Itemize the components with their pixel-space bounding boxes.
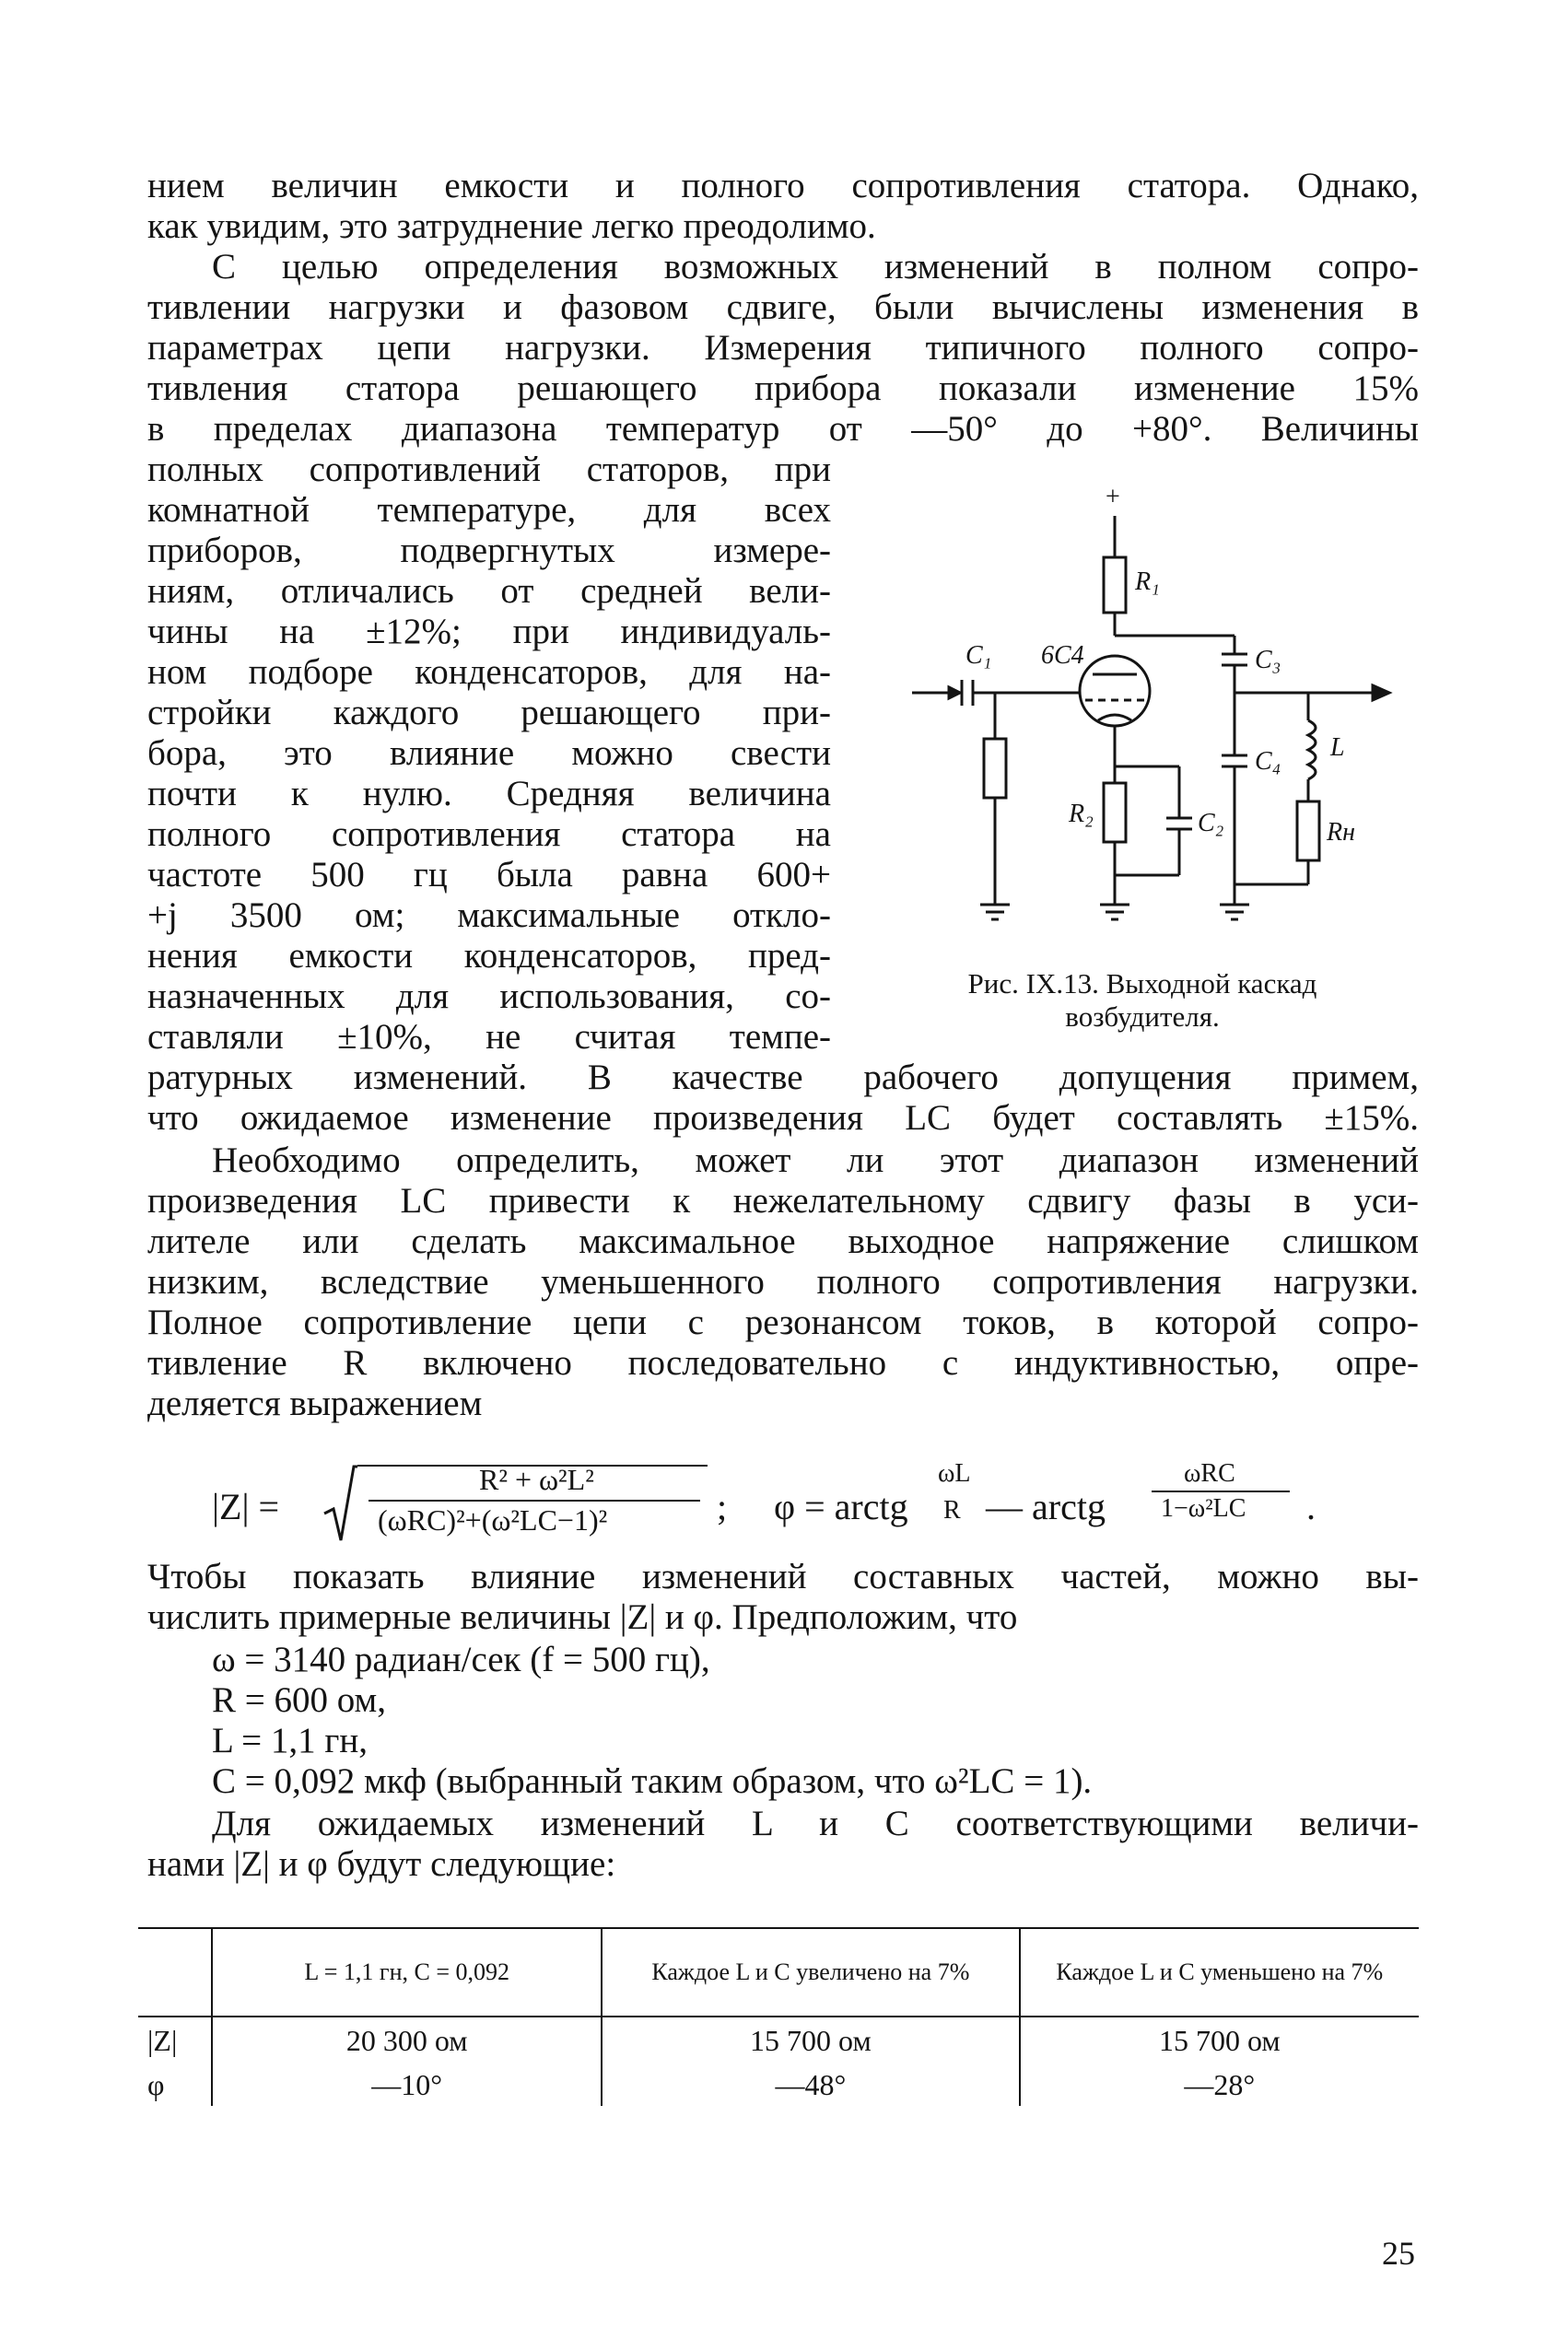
text-line: Необходимо определить, может ли этот диапазон изменений [212, 1140, 1419, 1180]
text-line: Полное сопротивление цепи с резонансом токов, в которой сопро- [147, 1303, 1419, 1342]
r2-label: R₂ [1069, 800, 1094, 828]
text-line: комнатной температуре, для всех [147, 490, 831, 530]
formula-minus-arctg: — arctg [986, 1486, 1106, 1527]
r1-label: R₁ [1135, 567, 1160, 596]
text-line: бора, это влияние можно свести [147, 733, 831, 773]
text-line: параметрах цепи нагрузки. Измерения типичного полного сопро- [147, 328, 1419, 368]
text-line: нения емкости конденсаторов, пред- [147, 936, 831, 976]
c4-label: C₄ [1255, 747, 1281, 776]
text-line: ратурных изменений. В качестве рабочего допущения примем, [147, 1058, 1419, 1097]
text-line: Для ожидаемых изменений L и C соответствующими величи- [212, 1804, 1419, 1843]
value-line: R = 600 ом, [212, 1680, 386, 1720]
text-line: Чтобы показать влияние изменений составных частей, можно вы- [147, 1557, 1419, 1596]
page-number: 25 [1382, 2235, 1415, 2272]
value-line: ω = 3140 радиан/сек (f = 500 гц), [212, 1640, 710, 1679]
text-line: +j 3500 ом; максимальные откло- [147, 895, 831, 935]
caption-line: Рис. IX.13. Выходной каскад [967, 967, 1317, 1000]
table-cell: 20 300 ом [212, 2017, 602, 2064]
formula-semicolon: ; [717, 1486, 728, 1527]
text-line: ниям, отличались от средней вели- [147, 571, 831, 611]
circuit-diagram [884, 479, 1400, 958]
results-table [138, 1927, 1419, 2106]
text-line: нами |Z| и φ будут следующие: [147, 1844, 616, 1884]
formula-z-denominator: (ωRC)²+(ω²LC−1)² [378, 1503, 608, 1537]
formula-phi-lhs: φ = arctg [774, 1486, 908, 1527]
text-line: ставляли ±10%, не считая темпе- [147, 1017, 831, 1057]
table-cell: —28° [1184, 2068, 1256, 2101]
paragraph-2-wrapped [147, 450, 831, 1058]
fraction-bar [1152, 1491, 1290, 1492]
caption-line: возбудителя. [1065, 1000, 1220, 1033]
table-row [138, 2017, 1419, 2064]
c3-label: C₃ [1255, 646, 1281, 674]
paragraph-2-end [147, 1058, 1419, 1139]
value-line: L = 1,1 гн, [212, 1721, 368, 1760]
text-line: полного сопротивления статора на [147, 814, 831, 854]
text-line: назначенных для использования, со- [147, 976, 831, 1016]
fraction-bar [369, 1500, 700, 1502]
formula-z-numerator: R² + ω²L² [479, 1463, 594, 1496]
text-line: что ожидаемое изменение произведения LC будет составлять ±15%. [147, 1098, 1419, 1138]
formula [212, 1457, 1363, 1568]
assumed-values [212, 1640, 1092, 1802]
text-line: как увидим, это затруднение легко преодолимо. [147, 206, 876, 246]
paragraph-1 [147, 166, 1419, 247]
text-line: лителе или сделать максимальное выходное напряжение слишком [147, 1222, 1419, 1261]
text-line: нием величин емкости и полного сопротивления статора. Однако, [147, 166, 1419, 205]
table-header-row [138, 1928, 1419, 2017]
text-line: произведения LC привести к нежелательному сдвигу фазы в уси- [147, 1181, 1419, 1221]
plus-label: + [1106, 483, 1120, 511]
figure-caption [884, 967, 1400, 1034]
formula-frac1-den: R [943, 1496, 961, 1525]
table-header-cell: Каждое L и C уменьшено на 7% [1056, 1958, 1384, 1985]
l-label: L [1330, 733, 1345, 762]
c1-label: C₁ [965, 641, 992, 670]
paragraph-5 [147, 1804, 1419, 1885]
rn-label: Rн [1327, 818, 1355, 847]
table-row-label: |Z| [138, 2017, 212, 2064]
table-cell: 15 700 ом [602, 2017, 1020, 2064]
table-row [138, 2064, 1419, 2106]
text-line: числить примерные величины |Z| и φ. Предположим, что [147, 1597, 1018, 1637]
text-line: С целью определения возможных изменений в полном сопро- [212, 247, 1419, 286]
formula-frac1-num: ωL [938, 1459, 971, 1488]
table-cell: 15 700 ом [1159, 2024, 1281, 2057]
text-line: стройки каждого решающего при- [147, 693, 831, 732]
paragraph-3 [147, 1140, 1419, 1424]
text-line: в пределах диапазона температур от —50° до +80°. Величины [147, 409, 1419, 449]
formula-frac2-den: 1−ω²LC [1161, 1494, 1246, 1523]
text-line: ном подборе конденсаторов, для на- [147, 652, 831, 692]
table-header-cell: Каждое L и C увеличено на 7% [602, 1928, 1020, 2017]
text-line: полных сопротивлений статоров, при [147, 450, 831, 489]
text-line: низким, вследствие уменьшенного полного сопротивления нагрузки. [147, 1262, 1419, 1302]
text-line: тивление R включено последовательно с индуктивностью, опре- [147, 1343, 1419, 1383]
sqrt-sign [321, 1463, 357, 1546]
circuit-schematic [884, 479, 1400, 958]
c2-label: C₂ [1198, 809, 1224, 837]
text-line: деляется выражением [147, 1384, 483, 1423]
text-line: приборов, подвергнутых измере- [147, 531, 831, 570]
text-line: почти к нулю. Средняя величина [147, 774, 831, 813]
table-header-cell: L = 1,1 гн, C = 0,092 [212, 1928, 602, 2017]
formula-frac2-num: ωRC [1184, 1459, 1235, 1488]
table-cell: —48° [602, 2064, 1020, 2106]
formula-z-lhs: |Z| = [212, 1486, 280, 1527]
table-header-cell [138, 1928, 212, 2017]
tube-label: 6С4 [1041, 641, 1084, 670]
formula-dot: . [1306, 1486, 1316, 1527]
text-line: частоте 500 гц была равна 600+ [147, 855, 831, 894]
paragraph-4 [147, 1557, 1419, 1638]
text-line: тивления статора решающего прибора показали изменение 15% [147, 368, 1419, 408]
table-row-label: φ [138, 2064, 212, 2106]
table-cell: —10° [212, 2064, 602, 2106]
text-line: тивлении нагрузки и фазовом сдвиге, были вычислены изменения в [147, 287, 1419, 327]
paragraph-2 [147, 247, 1419, 450]
text-line: чины на ±12%; при индивидуаль- [147, 612, 831, 651]
value-line: C = 0,092 мкф (выбранный таким образом, что ω²LC = 1). [212, 1761, 1093, 1801]
